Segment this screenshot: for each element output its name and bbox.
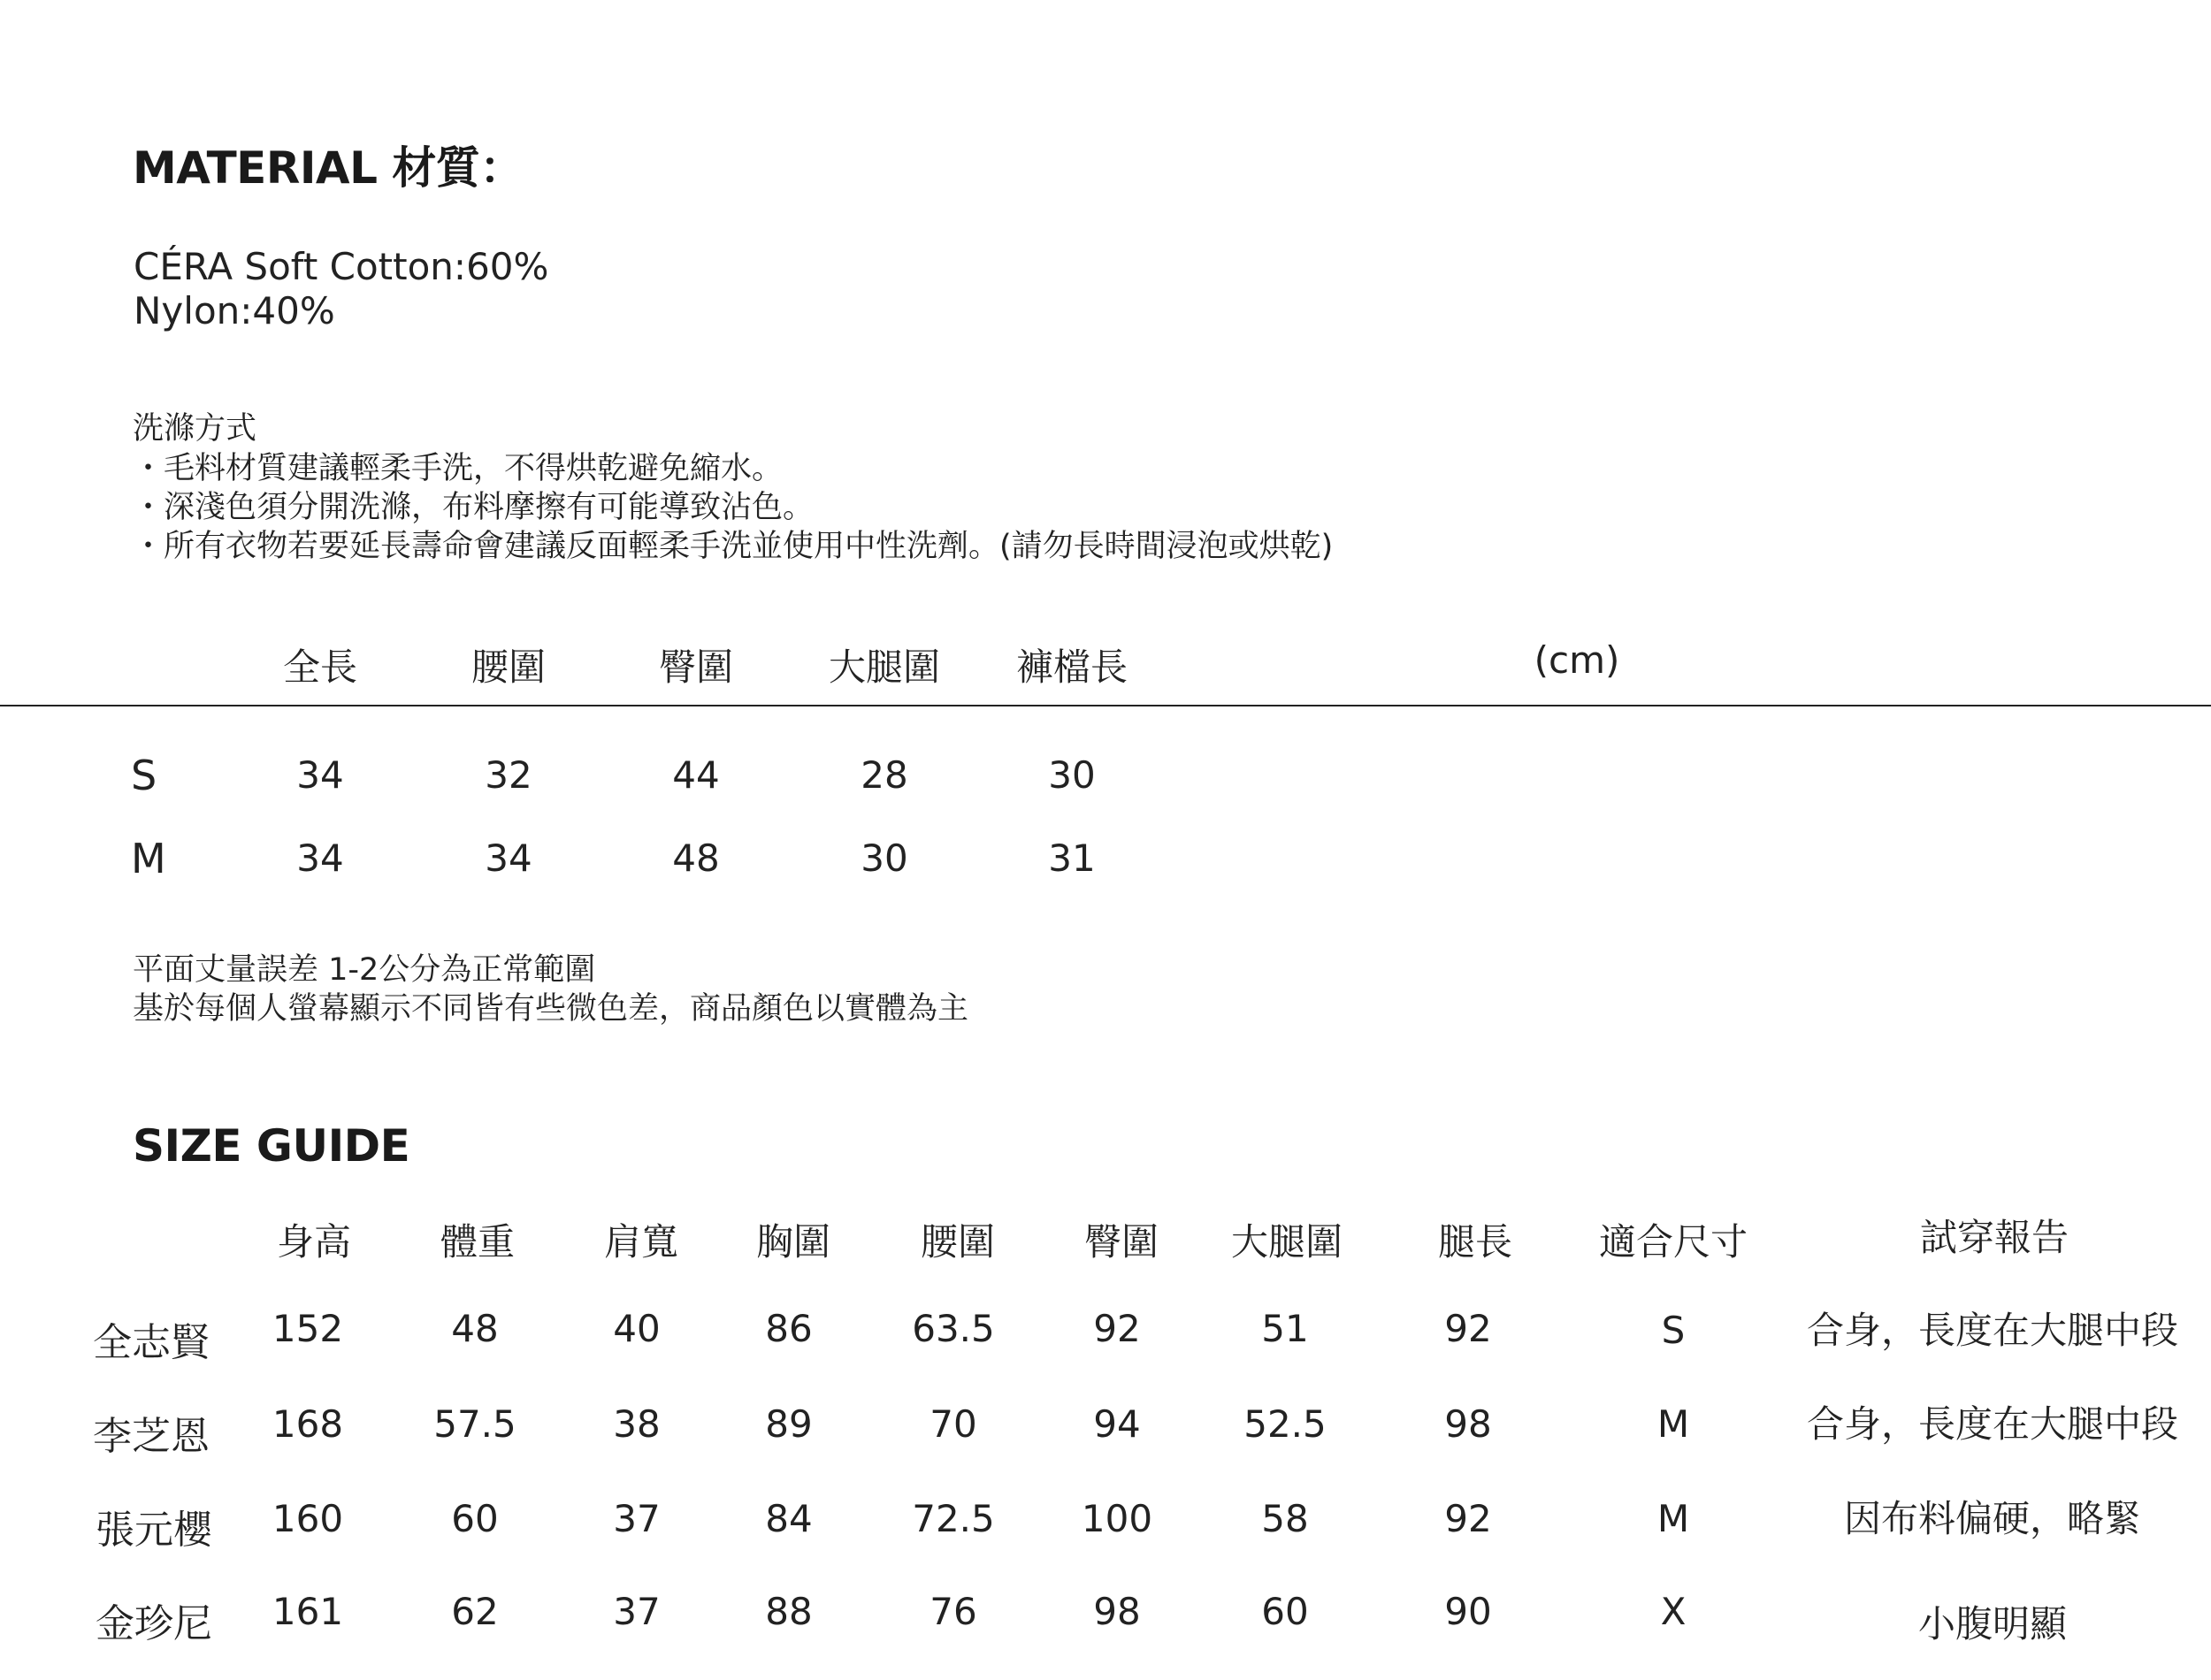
guide-cell: 98 (1444, 1402, 1492, 1446)
guide-cell: 84 (765, 1497, 813, 1540)
size-label: S (131, 752, 157, 799)
guide-cell: 76 (930, 1590, 977, 1633)
guide-cell: 161 (272, 1590, 344, 1633)
size-cell: 44 (672, 753, 720, 797)
guide-col-header: 腰圍 (920, 1220, 996, 1264)
size-cell: 28 (861, 753, 908, 797)
guide-cell: 52.5 (1243, 1402, 1327, 1446)
guide-cell: 37 (613, 1497, 661, 1540)
size-cell: 34 (485, 836, 532, 880)
size-cell: 31 (1048, 836, 1096, 880)
model-name: 全志賢 (93, 1320, 210, 1365)
unit-label: (cm) (1534, 638, 1620, 682)
fit-report: 合身，長度在大腿中段 (1806, 1402, 2179, 1446)
guide-cell: 86 (765, 1307, 813, 1350)
care-item: ・深淺色須分開洗滌，布料摩擦有可能導致沾色。 (133, 490, 815, 525)
guide-col-header: 肩寬 (603, 1220, 679, 1264)
size-col-header: 全長 (282, 645, 358, 689)
guide-cell: S (1661, 1309, 1686, 1352)
material-line: Nylon:40% (134, 289, 335, 332)
guide-cell: M (1656, 1402, 1690, 1446)
guide-col-header: 胸圍 (755, 1220, 831, 1264)
size-cell: 34 (296, 836, 344, 880)
guide-col-header: 適合尺寸 (1598, 1220, 1748, 1264)
table-divider (0, 705, 2211, 706)
guide-cell: 160 (272, 1497, 344, 1540)
guide-cell: 70 (930, 1402, 977, 1446)
guide-cell: 51 (1261, 1307, 1309, 1350)
guide-cell: X (1660, 1590, 1687, 1633)
model-name: 張元櫻 (96, 1508, 212, 1553)
guide-cell: 48 (451, 1307, 499, 1350)
material-line: CÉRA Soft Cotton:60% (134, 245, 549, 288)
guide-cell: 40 (613, 1307, 661, 1350)
guide-cell: 98 (1093, 1590, 1141, 1633)
guide-cell: 94 (1093, 1402, 1141, 1446)
guide-col-header: 大腿圍 (1230, 1220, 1343, 1264)
guide-cell: 38 (613, 1402, 661, 1446)
guide-col-header: 體重 (440, 1220, 516, 1264)
guide-col-header: 臀圍 (1083, 1220, 1159, 1264)
guide-cell: 100 (1081, 1497, 1153, 1540)
guide-cell: 72.5 (912, 1497, 995, 1540)
guide-cell: 92 (1444, 1497, 1492, 1540)
size-col-header: 腰圍 (471, 645, 547, 689)
size-col-header: 臀圍 (658, 645, 734, 689)
color-note: 基於每個人螢幕顯示不同皆有些微色差，商品顏色以實體為主 (133, 991, 969, 1027)
size-cell: 30 (1048, 753, 1096, 797)
guide-cell: M (1656, 1497, 1690, 1540)
size-guide-heading: SIZE GUIDE (133, 1120, 410, 1172)
guide-col-header: 腿長 (1437, 1220, 1513, 1264)
guide-cell: 152 (272, 1307, 344, 1350)
size-cell: 48 (672, 836, 720, 880)
guide-cell: 92 (1444, 1307, 1492, 1350)
fit-report: 因布料偏硬，略緊 (1843, 1497, 2142, 1540)
size-cell: 32 (485, 753, 532, 797)
size-cell: 34 (296, 753, 344, 797)
guide-cell: 60 (1261, 1590, 1309, 1633)
model-name: 金珍尼 (96, 1601, 212, 1646)
care-item: ・毛料材質建議輕柔手洗，不得烘乾避免縮水。 (133, 451, 784, 486)
guide-cell: 62 (451, 1590, 499, 1633)
size-label: M (131, 835, 166, 882)
guide-cell: 60 (451, 1497, 499, 1540)
guide-cell: 90 (1444, 1590, 1492, 1633)
guide-col-header: 試穿報告 (1919, 1216, 2069, 1259)
guide-cell: 92 (1093, 1307, 1141, 1350)
size-col-header: 大腿圍 (828, 645, 941, 689)
guide-cell: 89 (765, 1402, 813, 1446)
size-cell: 30 (861, 836, 908, 880)
size-col-header: 褲檔長 (1015, 645, 1128, 689)
material-heading: MATERIAL 材質： (133, 142, 524, 194)
fit-report: 合身，長度在大腿中段 (1806, 1309, 2179, 1352)
care-title: 洗滌方式 (133, 411, 257, 447)
guide-cell: 37 (613, 1590, 661, 1633)
guide-cell: 63.5 (912, 1307, 995, 1350)
fit-report: 小腹明顯 (1917, 1602, 2068, 1646)
guide-cell: 57.5 (433, 1402, 516, 1446)
guide-cell: 168 (272, 1402, 344, 1446)
guide-col-header: 身高 (276, 1220, 352, 1264)
model-name: 李芝恩 (93, 1414, 210, 1459)
guide-cell: 58 (1261, 1497, 1309, 1540)
measurement-note: 平面丈量誤差 1-2公分為正常範圍 (133, 952, 596, 988)
guide-cell: 88 (765, 1590, 813, 1633)
care-item: ・所有衣物若要延長壽命會建議反面輕柔手洗並使用中性洗劑。(請勿長時間浸泡或烘乾) (133, 529, 1334, 564)
